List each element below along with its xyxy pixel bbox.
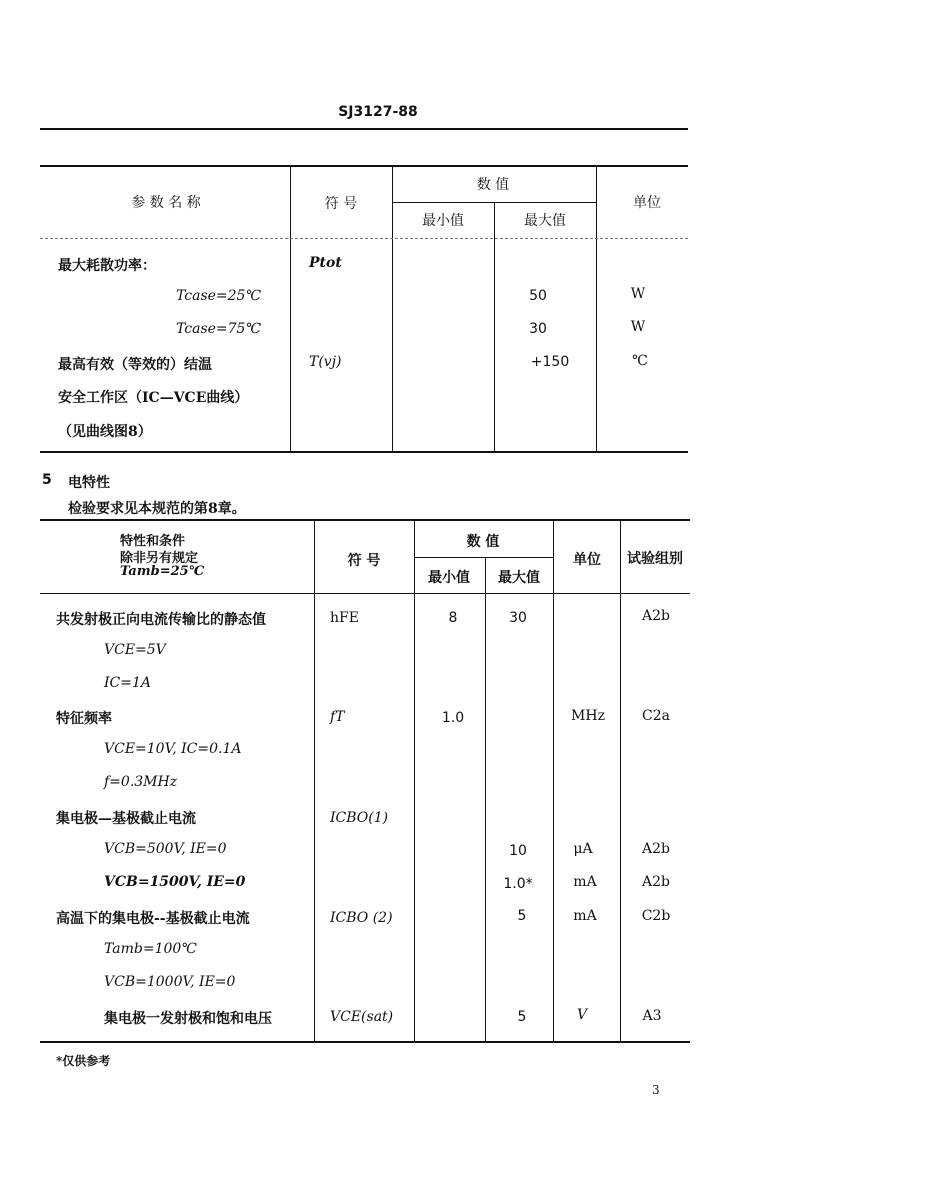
t2-row-symbol: ICBO (2) [330,910,393,926]
t1-header-max: 最大值 [524,213,566,229]
t2-row-max: 5 [517,1009,527,1025]
t2-header-group: 试验组别 [627,551,683,567]
t2-row-group: A2b [642,841,670,857]
t2-row-cond: 集电极—基极截止电流 [56,811,196,827]
t2-row-cond: VCB=1000V, IE=0 [104,974,236,990]
t2-row-max: 30 [509,610,527,626]
t1-header-min: 最小值 [422,213,464,229]
t2-header-unit: 单位 [573,552,601,568]
t2-header-symbol: 符 号 [347,553,381,569]
t1-row-param: Tcase=25℃ [176,288,262,304]
t2-row-cond: 集电极一发射极和饱和电压 [104,1011,272,1027]
section-title: 电特性 [68,475,110,491]
t2-row-group: A3 [642,1008,662,1024]
t2-row-group: A2b [642,874,670,890]
t1-header-symbol: 符 号 [324,196,358,212]
t1-row-max: 50 [529,288,547,304]
t2-row-unit: MHz [571,708,605,724]
t2-row-cond: IC=1A [104,675,151,691]
t2-row-symbol: VCE(sat) [330,1009,394,1025]
t1-row-unit: W [630,286,646,302]
doc-code: SJ3127-88 [338,104,418,120]
t2-row-cond: 特征频率 [56,711,112,727]
t2-row-cond: Tamb=100℃ [104,941,197,957]
t2-row-group: C2b [641,908,671,924]
t2-row-max: 10 [509,843,527,859]
t2-row-min: 8 [448,610,458,626]
t2-row-symbol: ICBO(1) [330,810,389,826]
table1-header-divider [40,238,688,239]
t2-header-cond1: 特性和条件 [120,534,186,549]
t2-row-max: 1.0* [503,876,533,892]
t1-row-max: +150 [530,354,570,370]
t2-row-group: C2a [642,708,670,724]
table1-top-rule [40,165,688,167]
table2-bottom-rule [40,1041,690,1043]
t2-row-cond: VCE=5V [104,642,166,658]
t1-row-max: 30 [529,321,547,337]
t2-row-cond: 高温下的集电极--基极截止电流 [56,911,250,927]
t2-row-unit: mA [573,874,597,890]
t1-row-symbol: T(vj) [309,354,342,370]
section-number: 5 [42,472,52,488]
page-number: 3 [652,1083,660,1097]
t1-row-param: Tcase=75℃ [176,321,262,337]
t2-row-unit: mA [573,908,597,924]
footnote: *仅供参考 [56,1054,111,1068]
t2-row-symbol: fT [330,709,345,725]
table1-bottom-rule [40,451,688,453]
t1-row-param: 最大耗散功率： [58,258,156,274]
header-rule [40,128,688,130]
t2-row-cond: VCB=1500V, IE=0 [104,874,246,890]
t2-row-cond: VCE=10V, IC=0.1A [104,741,242,757]
t1-header-unit: 单位 [633,195,661,211]
t1-header-param: 参 数 名 称 [131,195,201,211]
t2-header-cond2: 除非另有规定 [120,551,199,566]
t1-row-param: （见曲线图8） [58,424,152,440]
t2-row-max: 5 [517,908,527,924]
t2-header-cond3: Tamb=25℃ [120,564,205,579]
table2-top-rule [40,519,690,521]
t2-header-max: 最大值 [498,570,540,586]
t1-row-symbol: Ptot [309,255,342,271]
t1-row-param: 安全工作区（IC—VCE曲线） [58,390,249,406]
t1-row-unit: W [630,319,646,335]
t2-row-symbol: hFE [330,610,359,626]
table2-header-divider [40,593,690,594]
t2-row-min: 1.0 [441,710,465,726]
t2-row-unit: μA [573,841,593,857]
t2-header-value: 数 值 [466,534,500,550]
section-text: 检验要求见本规范的第8章。 [68,501,246,517]
t1-row-unit: ℃ [632,353,648,369]
t1-row-param: 最高有效（等效的）结温 [58,357,212,373]
t1-header-value: 数 值 [476,177,510,193]
t2-row-unit: V [576,1007,588,1023]
t2-row-group: A2b [642,608,670,624]
t2-row-cond: f=0.3MHz [104,774,178,790]
t2-row-cond: VCB=500V, IE=0 [104,841,227,857]
t2-row-cond: 共发射极正向电流传输比的静态值 [56,612,266,628]
t2-header-min: 最小值 [428,570,470,586]
